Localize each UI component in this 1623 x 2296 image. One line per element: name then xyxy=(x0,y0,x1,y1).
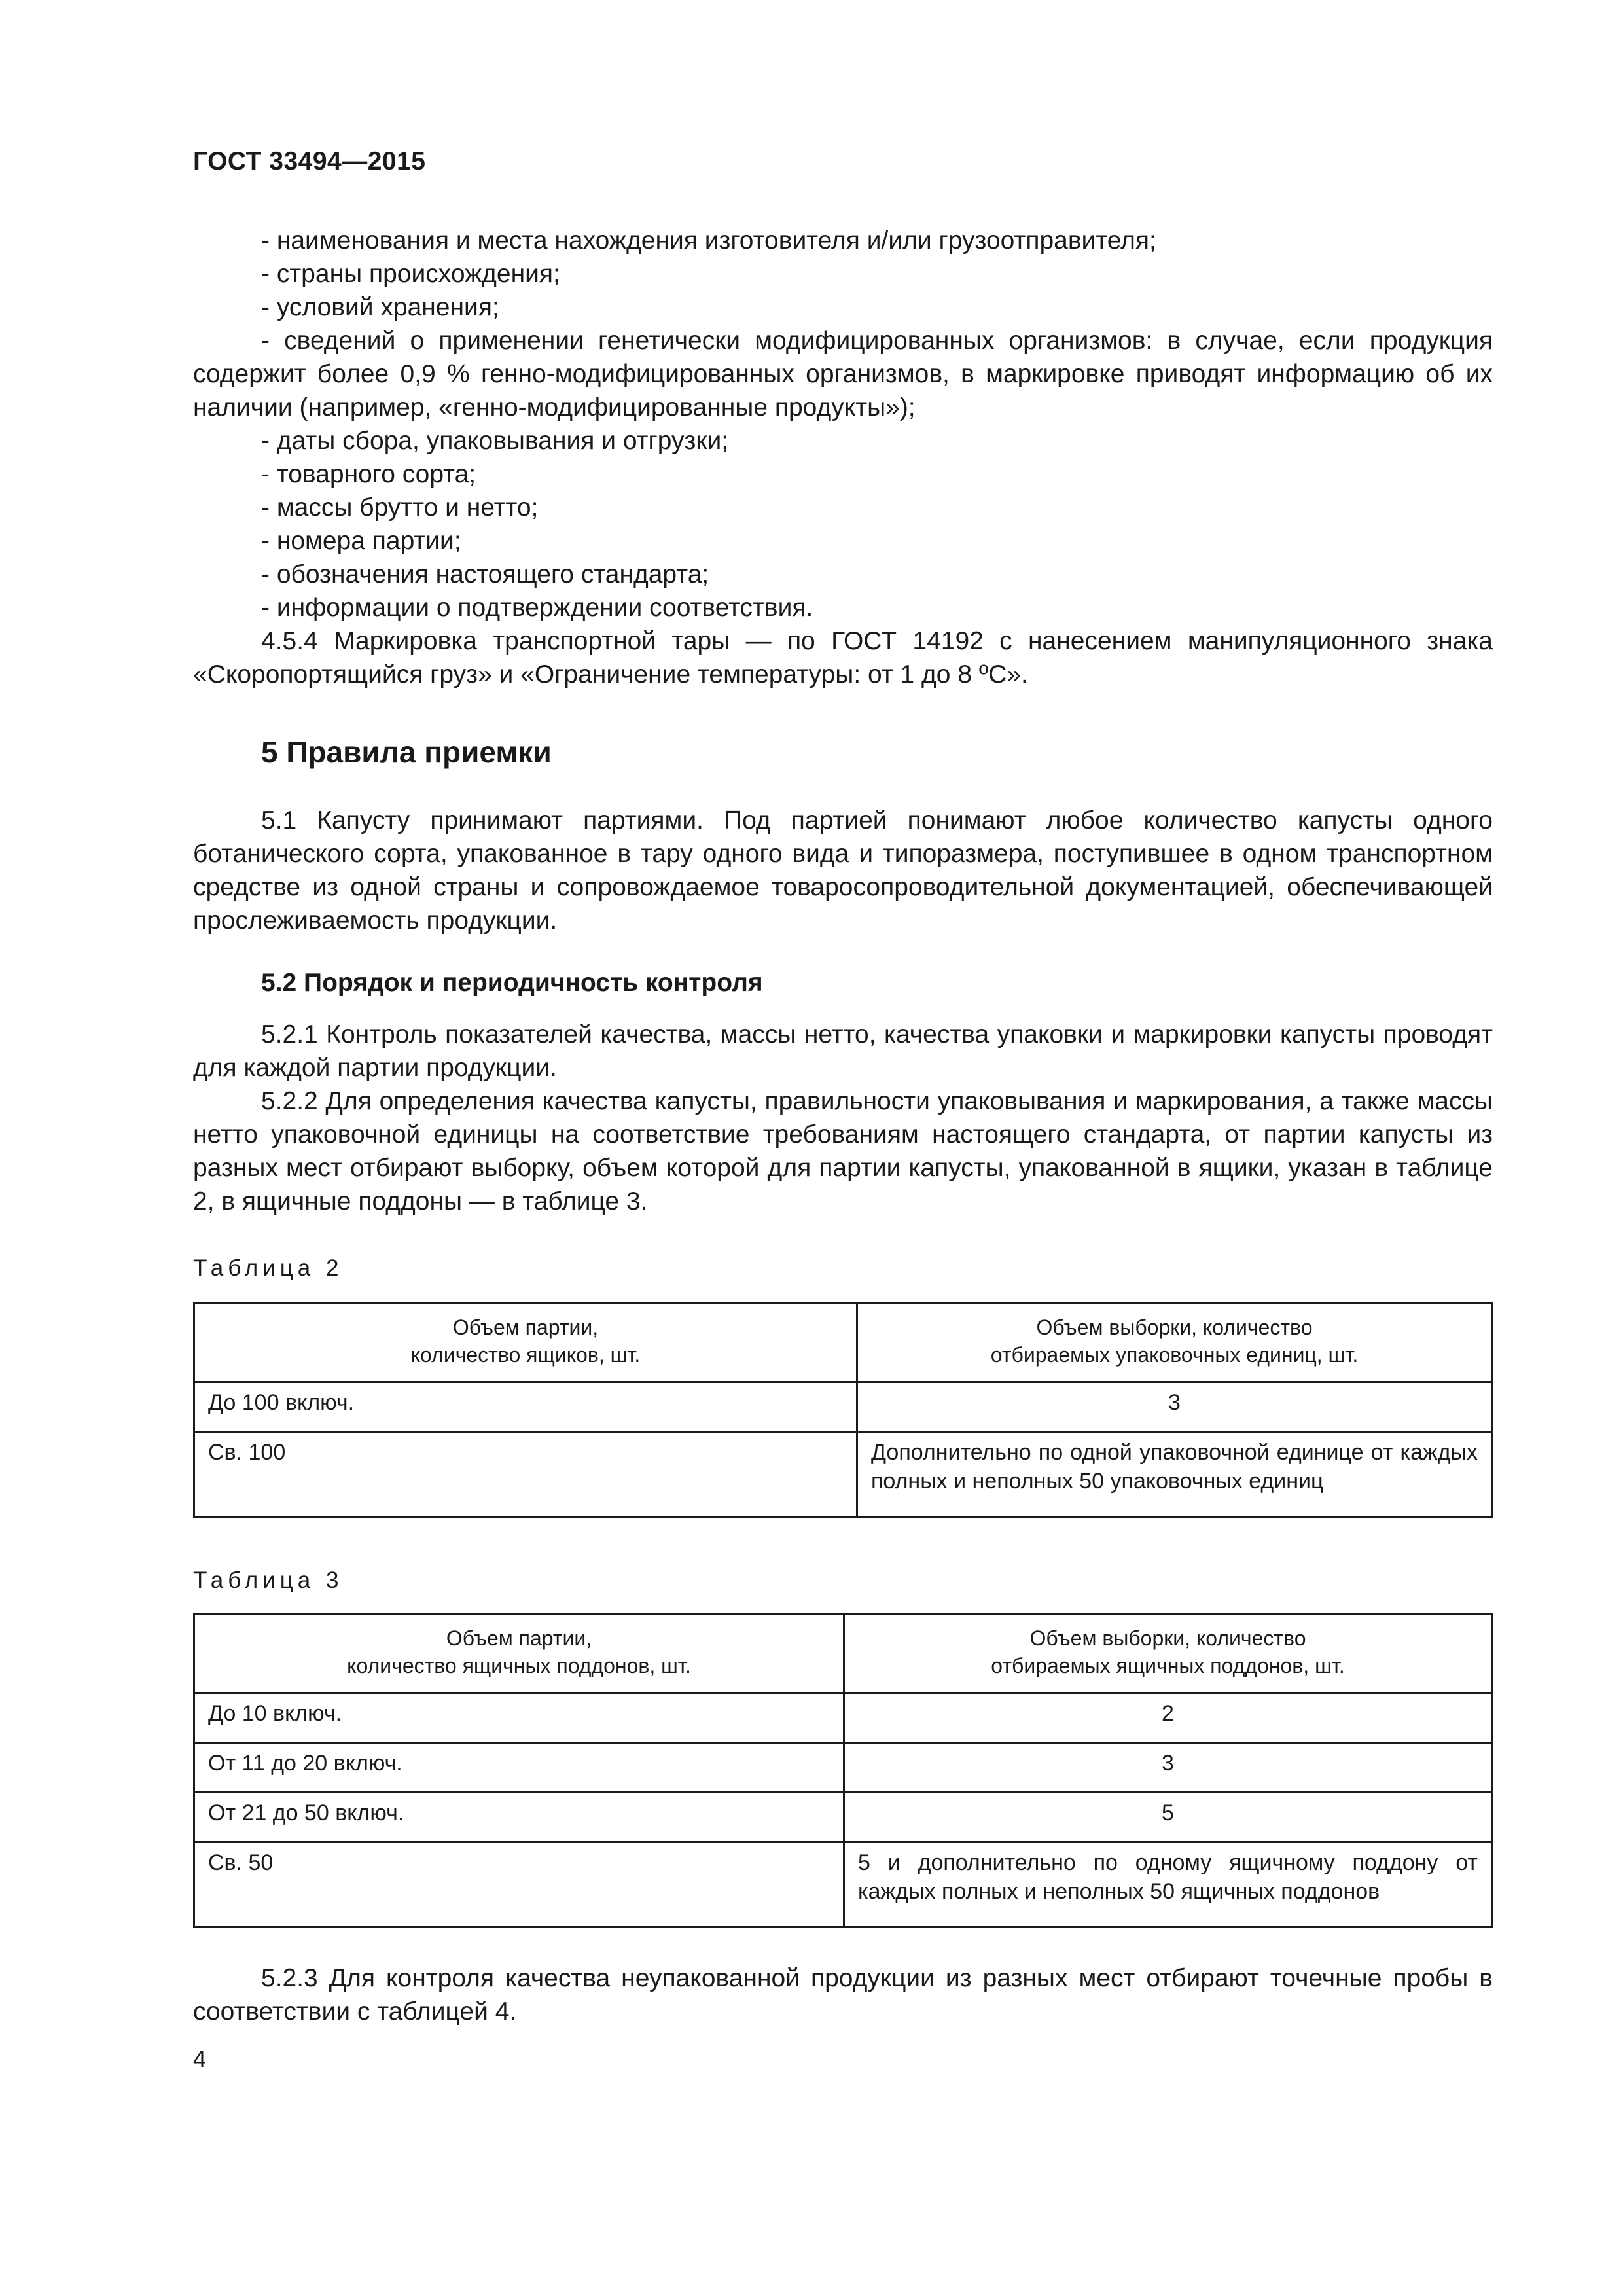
header-text: Объем партии, количество ящичных поддонов, шт. xyxy=(347,1626,691,1677)
list-item: - массы брутто и нетто; xyxy=(261,493,539,522)
table-3 xyxy=(193,1613,1493,1928)
table-2 xyxy=(193,1302,1493,1518)
paragraph-5-2-3-block xyxy=(193,1962,1493,2028)
header-cell xyxy=(844,1615,1492,1693)
table-row xyxy=(194,1432,1492,1517)
header-text: Объем выборки, количество отбираемых ящичных поддонов, шт. xyxy=(991,1626,1345,1677)
table-cell: От 11 до 20 включ. xyxy=(194,1743,844,1793)
header-cell xyxy=(194,1304,857,1382)
paragraph-5-1: 5.1 Капусту принимают партиями. Под партией понимают любое количество капусты одного ботанического сорта, упакованное в тару одного вида и типоразмера, поступившее в одном транспортном средстве из одной страны и сопровождаемое товаросопроводительной документацией, обеспечивающей прослеживаемость продукции. xyxy=(193,806,1493,935)
marking-list xyxy=(193,224,1493,691)
table-row xyxy=(194,1382,1492,1432)
list-item: - обозначения настоящего стандарта; xyxy=(261,560,709,588)
paragraph-4-5-4: 4.5.4 Маркировка транспортной тары — по ГОСТ 14192 с нанесением манипуляционного знака «Скоропортящийся груз» и «Ограничение температуры: от 1 до 8 ºС». xyxy=(193,627,1493,689)
table-cell: 5 xyxy=(844,1793,1492,1842)
paragraph-5-2-1: 5.2.1 Контроль показателей качества, массы нетто, качества упаковки и маркировки капусты проводят для каждой партии продукции. xyxy=(193,1020,1493,1082)
document-code: ГОСТ 33494—2015 xyxy=(193,147,426,175)
table-row xyxy=(194,1743,1492,1793)
table-cell: До 100 включ. xyxy=(194,1382,857,1432)
section-5-body xyxy=(193,804,1493,937)
table-row xyxy=(194,1842,1492,1928)
page-number: 4 xyxy=(193,2045,207,2072)
list-item: - номера партии; xyxy=(261,527,461,555)
table-cell: 3 xyxy=(857,1382,1492,1432)
header-cell xyxy=(857,1304,1492,1382)
subsection-5-2-body xyxy=(193,1018,1493,1218)
table-cell: 3 xyxy=(844,1743,1492,1793)
table-2-caption: Таблица 2 xyxy=(193,1255,344,1281)
gmo-paragraph: - сведений о применении генетически модифицированных организмов: в случае, если продукция содержит более 0,9 % генно-модифицированных организмов, в маркировке приводят информацию об их наличии (например, «генно-модифицированные продукты»); xyxy=(193,327,1493,422)
header-text: Объем партии, количество ящиков, шт. xyxy=(410,1316,641,1367)
table-cell: От 21 до 50 включ. xyxy=(194,1793,844,1842)
list-item: - страны происхождения; xyxy=(261,260,560,288)
list-item: - наименования и места нахождения изготовителя и/или грузоотправителя; xyxy=(261,226,1156,255)
table-header-row xyxy=(194,1304,1492,1382)
table-3-caption: Таблица 3 xyxy=(193,1568,344,1593)
table-cell: 2 xyxy=(844,1693,1492,1743)
table-cell: До 10 включ. xyxy=(194,1693,844,1743)
subsection-title: 5.2 Порядок и периодичность контроля xyxy=(261,969,763,997)
paragraph-5-2-2: 5.2.2 Для определения качества капусты, правильности упаковывания и маркирования, а также массы нетто упаковочной единицы на соответствие требованиям настоящего стандарта, от партии капусты из разных мест отбирают выборку, объем которой для партии капусты, упакованной в ящики, указан в таблице 2, в ящичные поддоны — в таблице 3. xyxy=(193,1087,1493,1215)
table-row xyxy=(194,1693,1492,1743)
table-cell: Дополнительно по одной упаковочной единице от каждых полных и неполных 50 упаковочных единиц xyxy=(857,1432,1492,1517)
list-item: - товарного сорта; xyxy=(261,460,476,488)
header-text: Объем выборки, количество отбираемых упаковочных единиц, шт. xyxy=(990,1316,1359,1367)
list-item: - даты сбора, упаковывания и отгрузки; xyxy=(261,427,729,455)
header-cell xyxy=(194,1615,844,1693)
table-cell: Св. 100 xyxy=(194,1432,857,1517)
paragraph-5-2-3: 5.2.3 Для контроля качества неупакованной продукции из разных мест отбирают точечные пробы в соответствии с таблицей 4. xyxy=(193,1964,1493,2026)
list-item: - информации о подтверждении соответствия. xyxy=(261,594,813,622)
section-title: 5 Правила приемки xyxy=(261,735,552,769)
table-cell: 5 и дополнительно по одному ящичному поддону от каждых полных и неполных 50 ящичных поддонов xyxy=(844,1842,1492,1928)
table-cell: Св. 50 xyxy=(194,1842,844,1928)
table-header-row xyxy=(194,1615,1492,1693)
list-item: - условий хранения; xyxy=(261,293,499,321)
table-row xyxy=(194,1793,1492,1842)
